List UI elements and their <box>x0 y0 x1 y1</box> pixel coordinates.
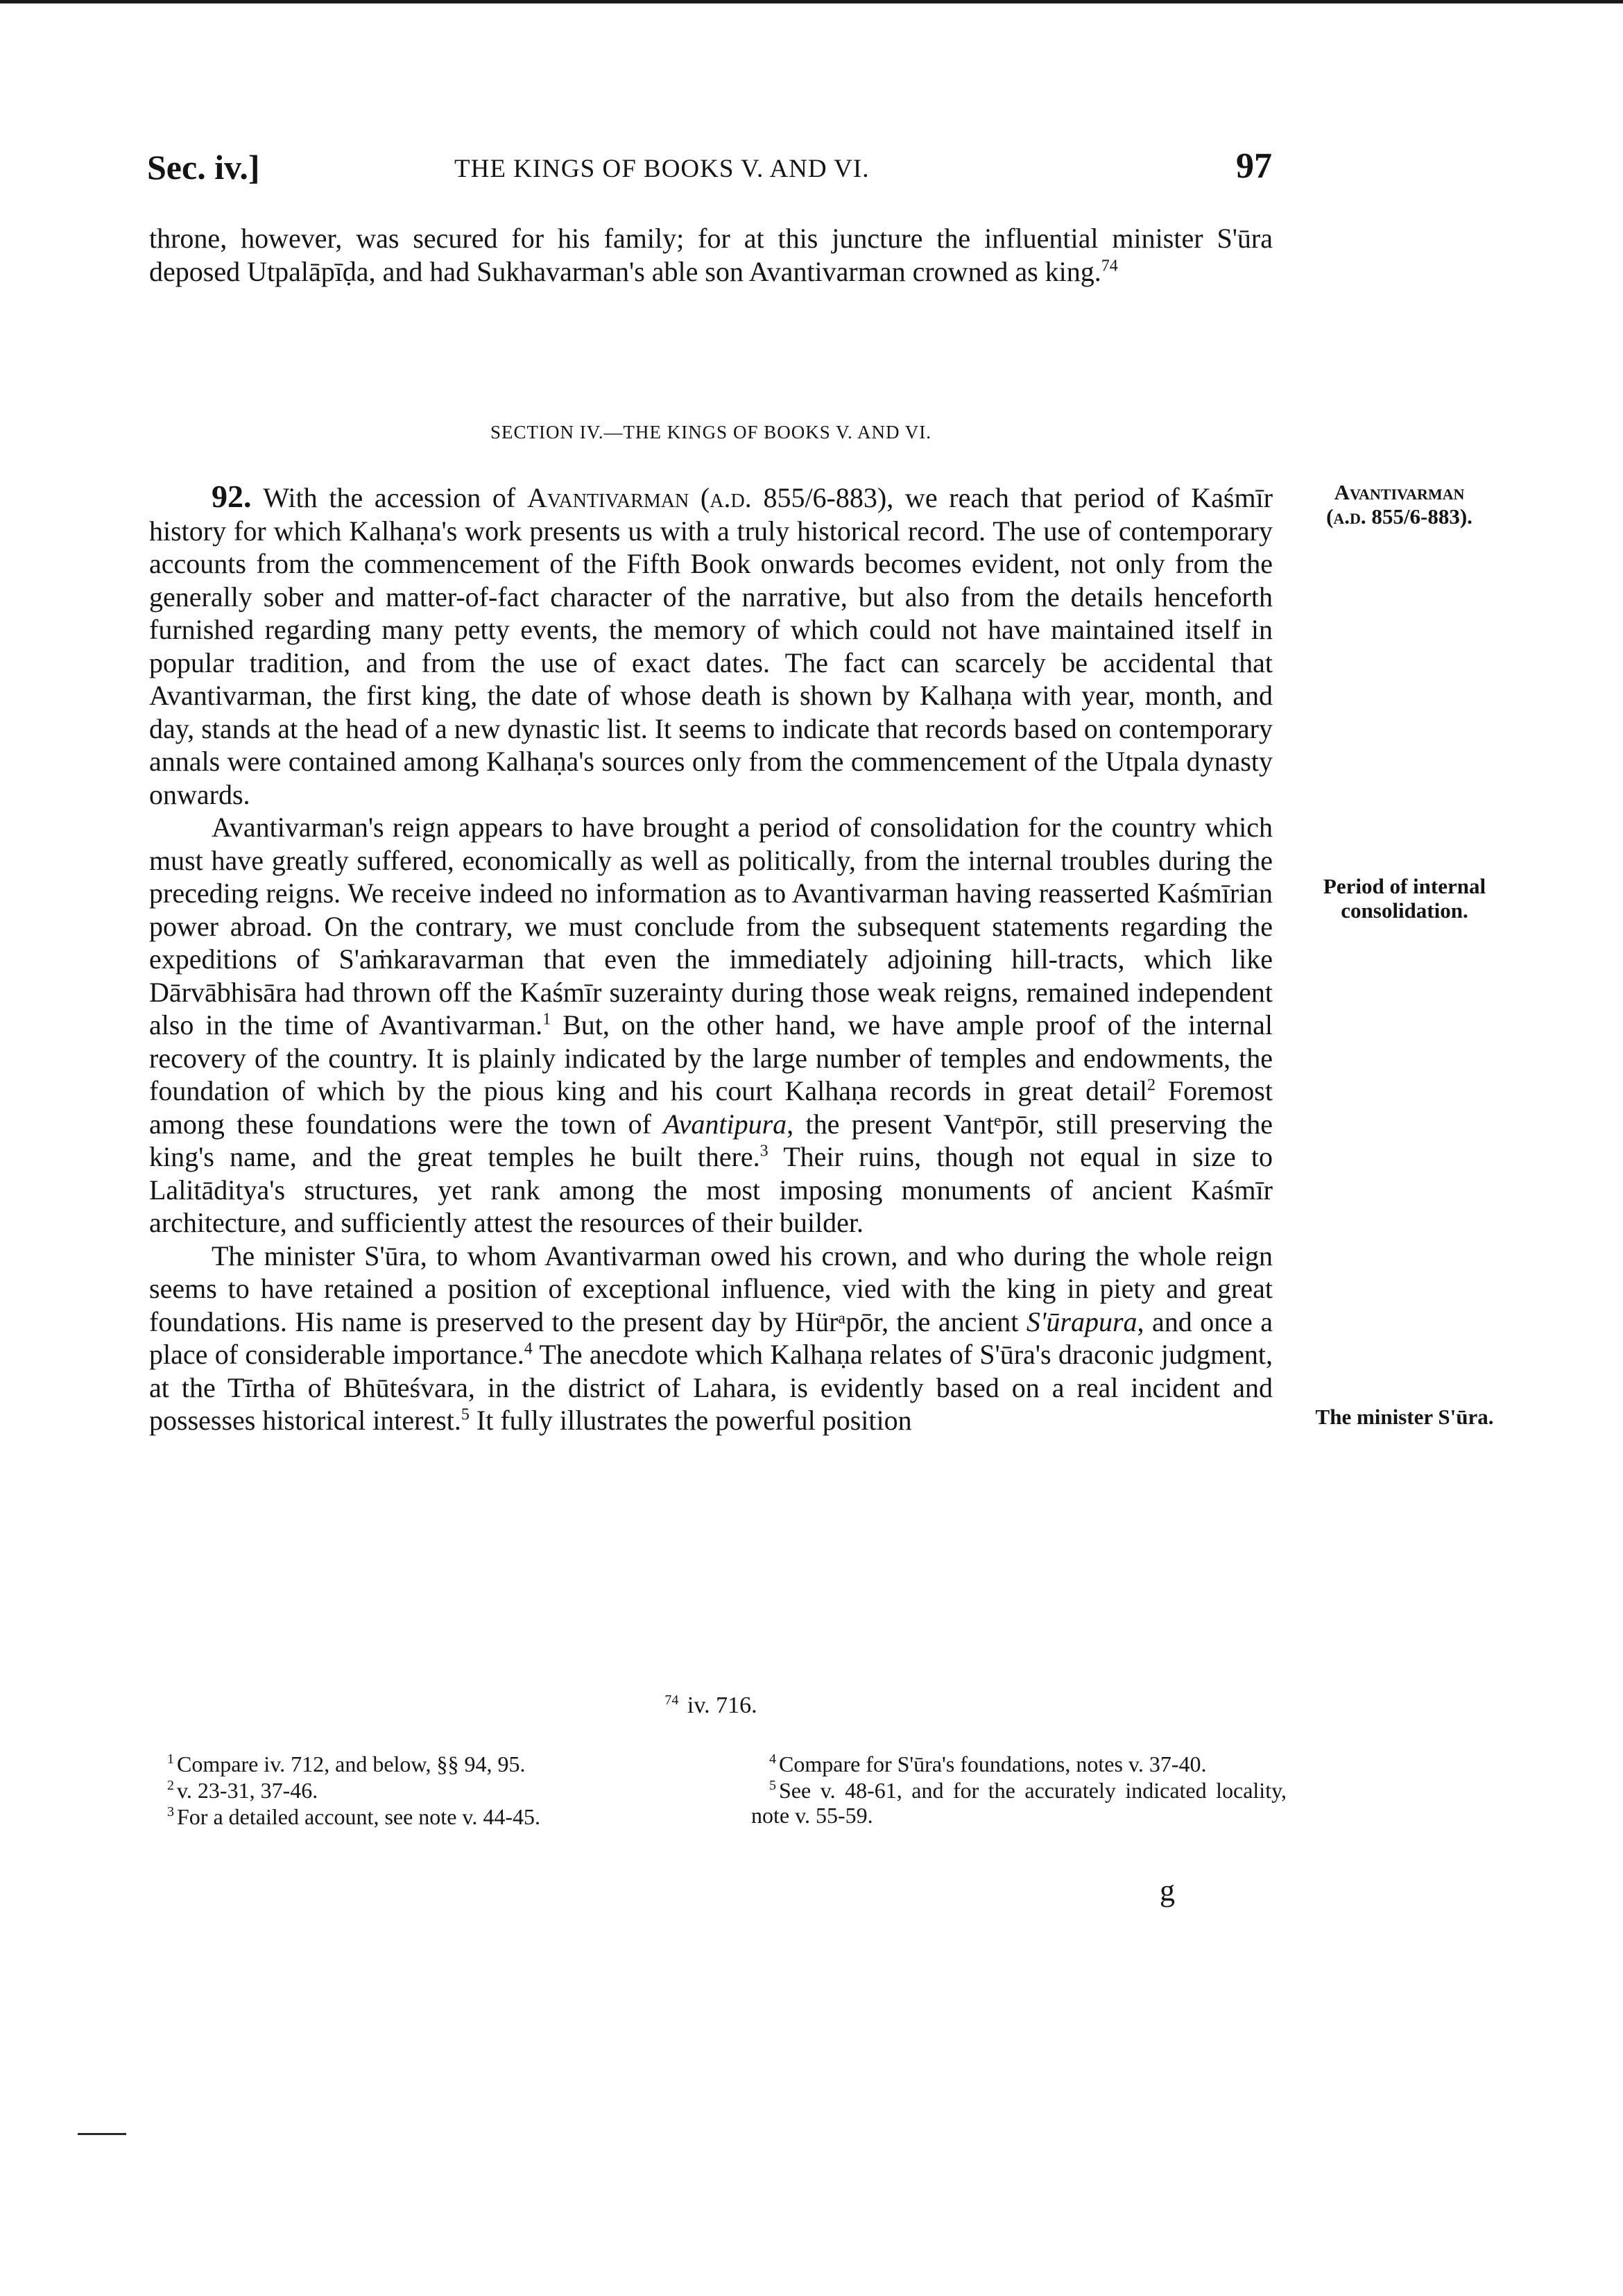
footnote-ref-5: 5 <box>461 1405 470 1424</box>
paragraph-92: 92. With the accession of Avantivarman (a.d. 855/6-883), we reach that period of Kaśmīr history for which Kalhaṇa's work presents us with a truly historical record. The use of contemporary accounts from the commencement of the Fifth Book onwards becomes evident, not only from the generally sober and matter-of-fact character of the narrative, but also from the details henceforth furnished regarding many petty events, the memory of which could not have maintained itself in popular tradition, and from the use of exact dates. The fact can scarcely be accidental that Avantivarman, the first king, the date of whose death is shown by Kalhaṇa with year, month, and day, stands at the head of a new dynastic list. It seems to indicate that records based on contemporary annals were contained among Kalhaṇa's sources only from the commencement of the Utpala dynasty onwards. <box>149 479 1273 810</box>
continuation-paragraph <box>149 222 1273 288</box>
margin-note-avantivarman: Avantivarman (a.d. 855/6-883). <box>1326 480 1472 529</box>
margin-note-minister-sura: The minister S'ūra. <box>1315 1405 1494 1429</box>
main-text <box>149 480 1273 1437</box>
footnote-ref-4: 4 <box>524 1339 533 1358</box>
footnotes-left-column <box>149 1751 685 1831</box>
footnote-3: $^3$ For a detailed account, see note v. 44-45. <box>167 1804 540 1829</box>
king-name: Avantivarman <box>526 482 689 513</box>
footnote-1: $^1$ Compare iv. 712, and below, §§ 94, 95. <box>167 1751 526 1776</box>
note-74: $^{74}$ iv. 716. <box>664 1692 757 1718</box>
page-number: 97 <box>1236 146 1272 186</box>
footnote-ref-74: 74 <box>1101 257 1118 275</box>
continuation-text: throne, however, was secured for his family; for at this juncture the influential minister S'ūra deposed Utpalāpīḍa, and had Sukhavarman's able son Avantivarman crowned as king. <box>149 223 1273 287</box>
running-head-title: THE KINGS OF BOOKS V. AND VI. <box>454 155 870 183</box>
footnote-5: $^5$ See v. 48-61, and for the accurately indicated locality, note v. 55-59. <box>751 1778 1287 1828</box>
footnote-4: $^4$ Compare for S'ūra's foundations, notes v. 37-40. <box>769 1751 1207 1776</box>
printer-signature: g <box>1160 1874 1175 1908</box>
margin-note-consolidation: Period of internal consolidation. <box>1323 874 1486 923</box>
section-heading: SECTION IV.—THE KINGS OF BOOKS V. AND VI. <box>490 422 932 443</box>
paragraph-consolidation: Avantivarman's reign appears to have brought a period of consolidation for the country which must have greatly suffered, economically as well as politically, from the internal troubles during the preceding reigns. We receive indeed no information as to Avantivarman having reasserted Kaśmīrian power abroad. On the contrary, we must conclude from the subsequent statements regarding the expeditions of S'aṁkaravarman that even the immediately adjoining hill-tracts, which like Dārvābhisāra had thrown off the Kaśmīr suzerainty during those weak reigns, remained independent also in the time of Avantivarman.$^1$ But, on the other hand, we have ample proof of the internal recovery of the country. It is plainly indicated by the large number of temples and endowments, the foundation of which by the pious king and his court Kalhaṇa records in great detail$^2$ Foremost among these foundations were the town of Avantipura, the present Vantᵉpōr, still preserving the king's name, and the great temples he built there.$^3$ Their ruins, though not equal in size to Lalitāditya's structures, yet rank among the most imposing monuments of ancient Kaśmīr architecture, and sufficiently attest the resources of their builder. <box>149 812 1273 1238</box>
footnote-ref-1: 1 <box>542 1010 551 1029</box>
running-head-section: Sec. iv.] <box>147 148 260 187</box>
footnotes-right-column <box>751 1751 1287 1831</box>
place-surapura: S'ūrapura <box>1026 1305 1137 1337</box>
paragraph-minister-sura: The minister S'ūra, to whom Avantivarman owed his crown, and who during the whole reign seems to have retained a position of exceptional influence, vied with the king in piety and great foundations. His name is preserved to the present day by Hürᵃpōr, the ancient S'ūrapura, and once a place of considerable importance.$^4$ The anecdote which Kalhaṇa relates of S'ūra's draconic judgment, at the Tīrtha of Bhūteśvara, in the district of Lahara, is evidently based on a real incident and possesses historical interest.$^5$ It fully illustrates the powerful position <box>149 1240 1273 1436</box>
footnote-ref-2: 2 <box>1147 1076 1156 1095</box>
footnotes <box>149 1751 1287 1831</box>
footnote-2: $^2$ v. 23-31, 37-46. <box>167 1778 318 1803</box>
paragraph-number: 92. <box>212 479 252 514</box>
place-avantipura: Avantipura <box>663 1108 787 1140</box>
top-border <box>0 0 1623 3</box>
footnote-ref-3: 3 <box>759 1142 768 1160</box>
margin-mark <box>78 2133 126 2135</box>
